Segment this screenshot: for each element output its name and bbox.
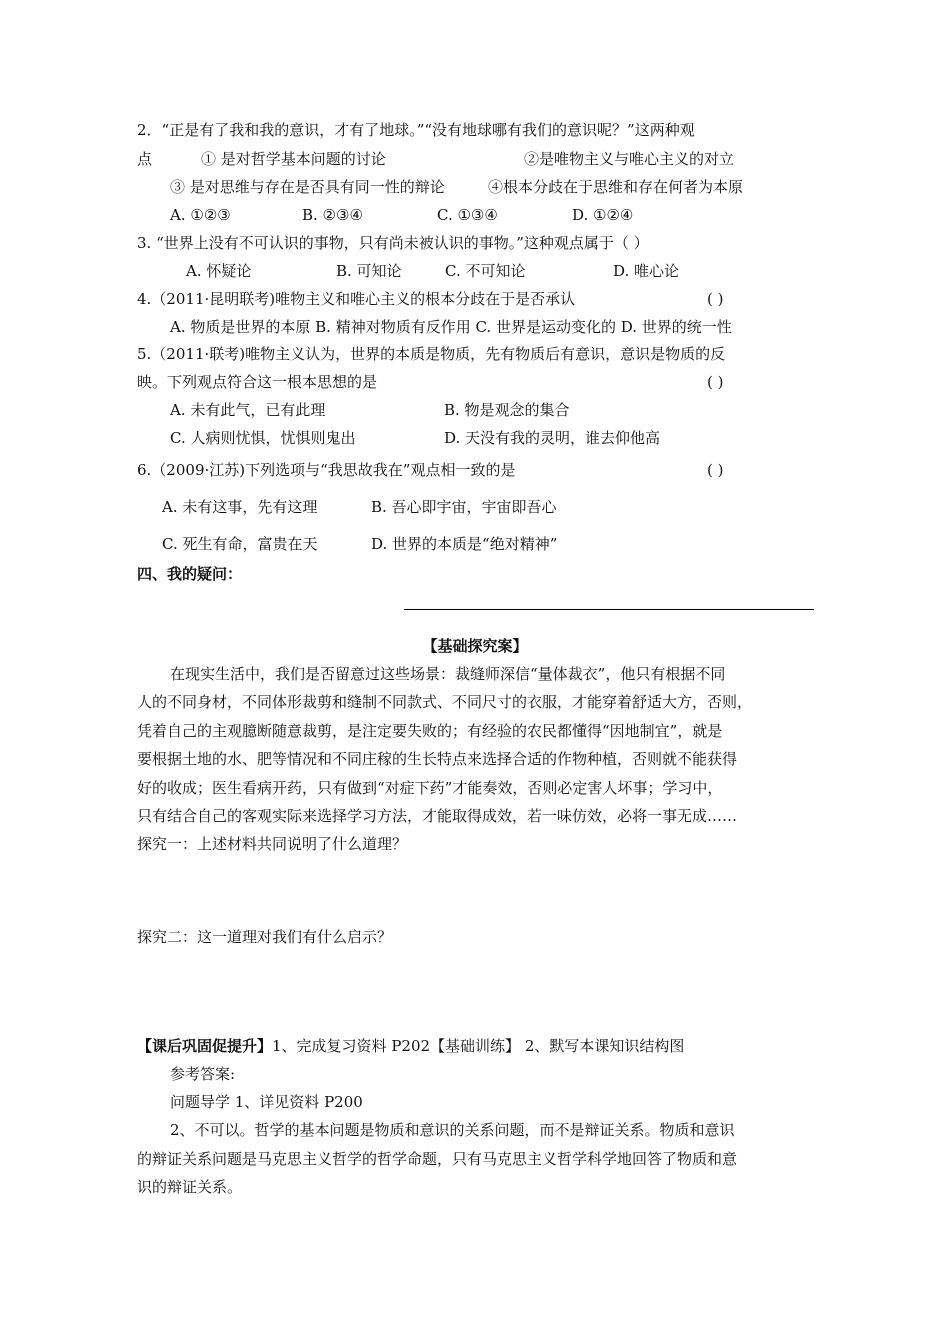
answer-2-line-2: 的辩证关系问题是马克思主义哲学的哲学命题，只有马克思主义哲学科学地回答了物质和意 <box>137 1150 738 1168</box>
doubt-heading: 四、我的疑问： <box>137 565 243 583</box>
q2-stem-line1: 2．“正是有了我和我的意识，才有了地球。”“没有地球哪有我们的意识呢？”这两种观 <box>137 121 695 139</box>
q6-answer-paren: ( ) <box>707 461 724 479</box>
q2-option-1: ① 是对哲学基本问题的讨论 <box>201 150 386 168</box>
q3-choice-c: C. 不可知论 <box>445 262 526 280</box>
q4-choices: A. 物质是世界的本原 B. 精神对物质有反作用 C. 世界是运动变化的 D. 世界的统一性 <box>170 318 732 336</box>
answers-label: 参考答案: <box>170 1065 236 1083</box>
material-line-4: 要根据土地的水、肥等情况和不同庄稼的生长特点来选择合适的作物种植，否则就不能获得 <box>137 750 738 768</box>
answer-2-line-3: 识的辩证关系。 <box>137 1178 243 1196</box>
material-line-2: 人的不同身材，不同体形裁剪和缝制不同款式、不同尺寸的衣服，才能穿着舒适大方，否则， <box>137 693 753 711</box>
q2-stem-line2: 点 <box>137 150 153 168</box>
q3-choice-b: B. 可知论 <box>336 262 402 280</box>
q6-choice-b: B. 吾心即宇宙，宇宙即吾心 <box>371 498 557 516</box>
q2-choice-c: C. ①③④ <box>437 206 498 224</box>
material-line-5: 好的收成；医生看病开药，只有做到“对症下药”才能奏效，否则必定害人坏事；学习中， <box>137 779 723 797</box>
answer-1: 问题导学 1、详见资料 P200 <box>170 1093 363 1111</box>
homework-label: 【课后巩固促提升】 <box>137 1037 273 1055</box>
q2-choice-d: D. ①②④ <box>572 206 634 224</box>
explore-question-1: 探究一：上述材料共同说明了什么道理？ <box>137 835 408 853</box>
q2-option-4: ④根本分歧在于思维和存在何者为本原 <box>488 178 744 196</box>
q3-choice-d: D. 唯心论 <box>613 262 680 280</box>
q2-option-3: ③ 是对思维与存在是否具有同一性的辩论 <box>170 178 445 196</box>
q5-answer-paren: ( ) <box>707 373 724 391</box>
homework-line <box>137 1036 684 1056</box>
homework-text: 1、完成复习资料 P202【基础训练】 2、默写本课知识结构图 <box>272 1037 685 1055</box>
q2-choice-b: B. ②③④ <box>302 206 363 224</box>
doubt-answer-line <box>404 609 814 610</box>
q3-choice-a: A. 怀疑论 <box>186 262 252 280</box>
q5-choice-d: D. 天没有我的灵明，谁去仰他高 <box>444 429 661 447</box>
q5-choice-c: C. 人病则忧惧，忧惧则鬼出 <box>170 429 356 447</box>
material-line-6: 只有结合自己的客观实际来选择学习方法，才能取得成效，若一味仿效，必将一事无成…… <box>137 807 738 825</box>
q6-stem: 6.（2009·江苏)下列选项与“我思故我在”观点相一致的是 <box>137 461 516 479</box>
q4-stem: 4.（2011·昆明联考)唯物主义和唯心主义的根本分歧在于是否承认 <box>137 290 576 308</box>
material-line-3: 凭着自己的主观臆断随意裁剪，是注定要失败的；有经验的农民都懂得“因地制宜”，就是 <box>137 722 723 740</box>
q2-choice-a: A. ①②③ <box>170 206 231 224</box>
answer-2-line-1: 2、不可以。哲学的基本问题是物质和意识的关系问题，而不是辩证关系。物质和意识 <box>170 1121 735 1139</box>
q3-stem: 3. “世界上没有不可认识的事物，只有尚未被认识的事物。”这种观点属于（ ） <box>137 234 649 252</box>
q5-choice-a: A. 未有此气，已有此理 <box>170 401 326 419</box>
q5-choice-b: B. 物是观念的集合 <box>444 401 570 419</box>
q6-choice-c: C. 死生有命，富贵在天 <box>162 535 318 553</box>
q5-stem-line2: 映。下列观点符合这一根本思想的是 <box>137 373 378 391</box>
q5-stem-line1: 5.（2011·联考)唯物主义认为，世界的本质是物质，先有物质后有意识，意识是物质的反 <box>137 345 726 363</box>
q6-choice-a: A. 未有这事，先有这理 <box>162 498 318 516</box>
q4-answer-paren: ( ) <box>707 290 724 308</box>
explore-question-2: 探究二：这一道理对我们有什么启示？ <box>137 928 393 946</box>
material-line-1: 在现实生活中，我们是否留意过这些场景：裁缝师深信“量体裁衣”，他只有根据不同 <box>170 665 726 683</box>
q6-choice-d: D. 世界的本质是“绝对精神” <box>371 535 558 553</box>
section-title: 【基础探究案】 <box>422 637 528 655</box>
q2-option-2: ②是唯物主义与唯心主义的对立 <box>524 150 735 168</box>
